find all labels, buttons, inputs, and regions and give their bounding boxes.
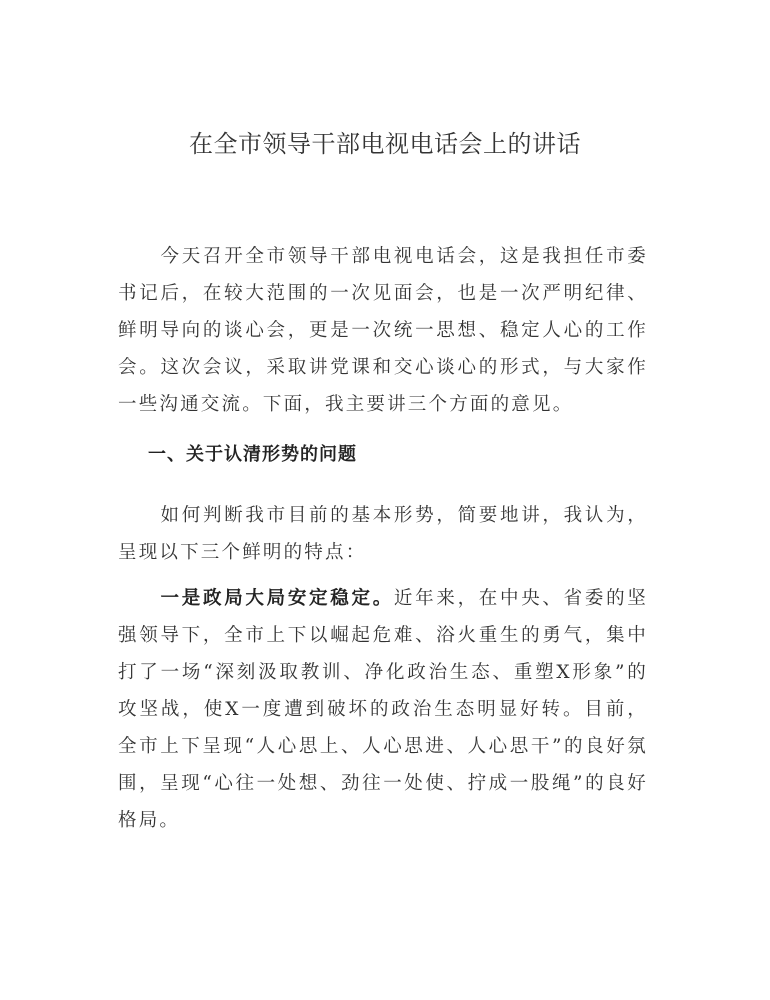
- section-heading-1: 一、关于认清形势的问题: [148, 444, 357, 465]
- document-title: 在全市领导干部电视电话会上的讲话: [189, 130, 581, 158]
- paragraph-point-1-lead: 一是政局大局安定稳定。: [160, 588, 394, 609]
- paragraph-situation-intro: 如何判断我市目前的基本形势，简要地讲，我认为，呈现以下三个鲜明的特点：: [118, 505, 648, 563]
- paragraph-point-1-body: 近年来，在中央、省委的坚强领导下，全市上下以崛起危难、浴火重生的勇气，集中打了一场“深刻汲取教训、净化政治生态、重塑X形象”的攻坚战，使X一度遭到破坏的政治生态明显好转。目前，全市上下呈现“人心思上、人心思进、人心思干”的良好氛围，呈现“心往一处想、劲往一处使、拧成一股绳”的良好格局。: [118, 588, 648, 831]
- paragraph-point-1: [118, 580, 648, 839]
- paragraph-opening: 今天召开全市领导干部电视电话会，这是我担任市委书记后，在较大范围的一次见面会，也是一次严明纪律、鲜明导向的谈心会，更是一次统一思想、稳定人心的工作会。这次会议，采取讲党课和交心谈心的形式，与大家作一些沟通交流。下面，我主要讲三个方面的意见。: [118, 246, 648, 415]
